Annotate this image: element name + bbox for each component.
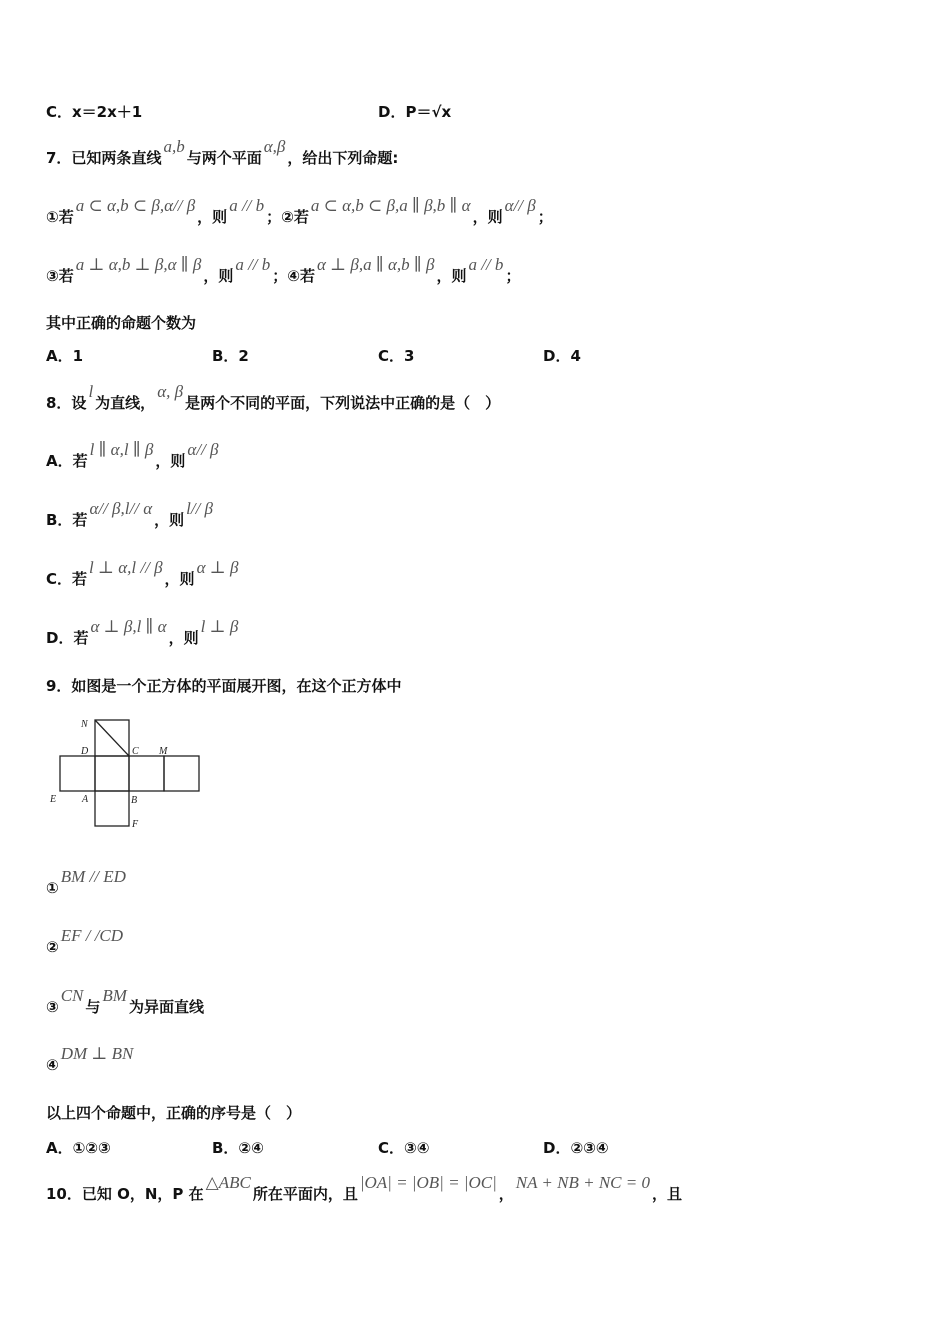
math-expression: △ABC [205,1173,251,1192]
label-f: F [132,819,139,830]
q10-stem [46,1173,683,1204]
text-segment: 10．已知 O，N，P 在 [46,1185,204,1203]
math-expression: a // b [235,255,271,274]
answer-option[interactable] [46,1138,111,1158]
q9-stem [46,676,401,696]
math-expression: EF / /CD [60,926,124,945]
q7-props-34 [46,255,521,286]
answer-option[interactable] [212,1138,264,1158]
net-diagonal-nc [95,720,129,756]
label-d: D [81,746,89,757]
net-square-right [129,756,164,791]
text-segment: C．若 [46,570,88,588]
math-expression: α,β [263,137,286,156]
text-segment: 7．已知两条直线 [46,149,162,167]
text-segment: ，则 [154,511,185,529]
text-segment: ，则 [203,267,234,285]
text-segment: ，则 [436,267,467,285]
math-expression: BM // ED [60,867,126,886]
math-expression: l [88,382,94,401]
q7-stem [46,137,399,168]
math-expression: α// β [504,196,536,215]
math-expression: l ⊥ β [200,617,239,636]
text-segment: D．P＝√x [378,103,452,121]
text-segment: ，则 [197,208,228,226]
math-expression: a ⊥ α,b ⊥ β,α ∥ β [75,255,202,274]
q9-prop-1 [46,867,128,898]
text-segment: 与 [85,998,101,1016]
text-segment: D．②③④ [543,1139,609,1157]
label-c: C [132,746,139,757]
text-segment: A．1 [46,347,84,365]
text-segment: ①若 [46,208,74,226]
math-expression: CN [60,986,84,1005]
text-segment: ，则 [472,208,503,226]
math-expression: |OA| = |OB| = |OC| [359,1173,497,1192]
text-segment: A．①②③ [46,1139,111,1157]
text-segment: ， [498,1185,514,1203]
text-segment: 9．如图是一个正方体的平面展开图，在这个正方体中 [46,677,402,695]
text-segment: ③若 [46,267,74,285]
text-segment: 8．设 [46,394,87,412]
text-segment: C．③④ [378,1139,430,1157]
text-segment: 以上四个命题中，正确的序号是（ ） [46,1104,302,1122]
net-square-far-right [164,756,199,791]
text-segment: 为异面直线 [128,998,204,1016]
q8-stem [46,382,501,413]
net-square-center [95,756,129,791]
math-expression: a // b [468,255,504,274]
text-segment: 为直线， [95,394,156,412]
text-segment: D．4 [543,347,581,365]
cube-net-figure [46,712,216,837]
math-expression: α// β [187,440,219,459]
label-b: B [131,795,138,806]
math-expression: a ⊂ α,b ⊂ β,a ∥ β,b ∥ α [310,196,471,215]
answer-option[interactable] [46,102,142,122]
text-segment: ； [537,208,553,226]
net-square-left [60,756,95,791]
text-segment: 其中正确的命题个数为 [46,314,197,332]
text-segment: ；④若 [272,267,315,285]
answer-option[interactable] [378,1138,429,1158]
text-segment: B．②④ [212,1139,264,1157]
math-expression: NA + NB + NC = 0 [515,1173,650,1192]
math-expression: l// β [186,499,214,518]
math-expression: a ⊂ α,b ⊂ β,α// β [75,196,196,215]
label-e: E [50,794,57,805]
net-square-bottom [95,791,129,826]
q9-prop-2 [46,926,125,957]
text-segment: ③ [46,998,59,1016]
math-expression: l ∥ α,l ∥ β [89,440,154,459]
math-expression: DM ⊥ BN [60,1044,134,1063]
math-expression: α// β,l// α [89,499,153,518]
math-expression: BM [102,986,127,1005]
math-expression: a,b [163,137,185,156]
text-segment: ，则 [164,570,195,588]
q8-option-d [46,617,240,648]
text-segment: D．若 [46,629,89,647]
answer-option[interactable] [543,1138,609,1158]
q8-option-b [46,499,215,530]
text-segment: 是两个不同的平面，下列说法中正确的是（ ） [185,394,501,412]
answer-option[interactable] [378,102,451,122]
answer-option[interactable] [378,346,414,366]
q8-option-c [46,558,240,589]
text-segment: B．2 [212,347,249,365]
text-segment: C．3 [378,347,415,365]
text-segment: B．若 [46,511,88,529]
text-segment: ② [46,938,59,956]
text-segment: ，且 [652,1185,683,1203]
answer-option[interactable] [212,346,249,366]
text-segment: 与两个平面 [186,149,262,167]
text-segment: ，给出下列命题: [287,149,399,167]
text-segment: A．若 [46,452,88,470]
text-segment: ④ [46,1056,59,1074]
text-segment: ① [46,879,59,897]
math-expression: α, β [157,382,184,401]
math-expression: l ⊥ α,l // β [89,558,163,577]
math-expression: α ⊥ β [196,558,239,577]
math-expression: α ⊥ β,l ∥ α [90,617,167,636]
math-expression: a // b [229,196,265,215]
text-segment: ；②若 [266,208,309,226]
answer-option[interactable] [543,346,581,366]
q9-prop-3 [46,986,204,1017]
text-segment: C．x＝2x＋1 [46,103,143,121]
math-expression: α ⊥ β,a ∥ α,b ∥ β [316,255,435,274]
q7-props-12 [46,196,553,227]
q9-prop-4 [46,1044,135,1075]
label-a: A [82,794,89,805]
label-n: N [81,719,88,730]
q9-question [46,1103,301,1123]
text-segment: ，则 [168,629,199,647]
text-segment: ，则 [155,452,186,470]
label-m: M [159,746,168,757]
q7-question [46,313,196,333]
text-segment: 所在平面内，且 [252,1185,358,1203]
text-segment: ； [505,267,521,285]
q8-option-a [46,440,221,471]
answer-option[interactable] [46,346,83,366]
